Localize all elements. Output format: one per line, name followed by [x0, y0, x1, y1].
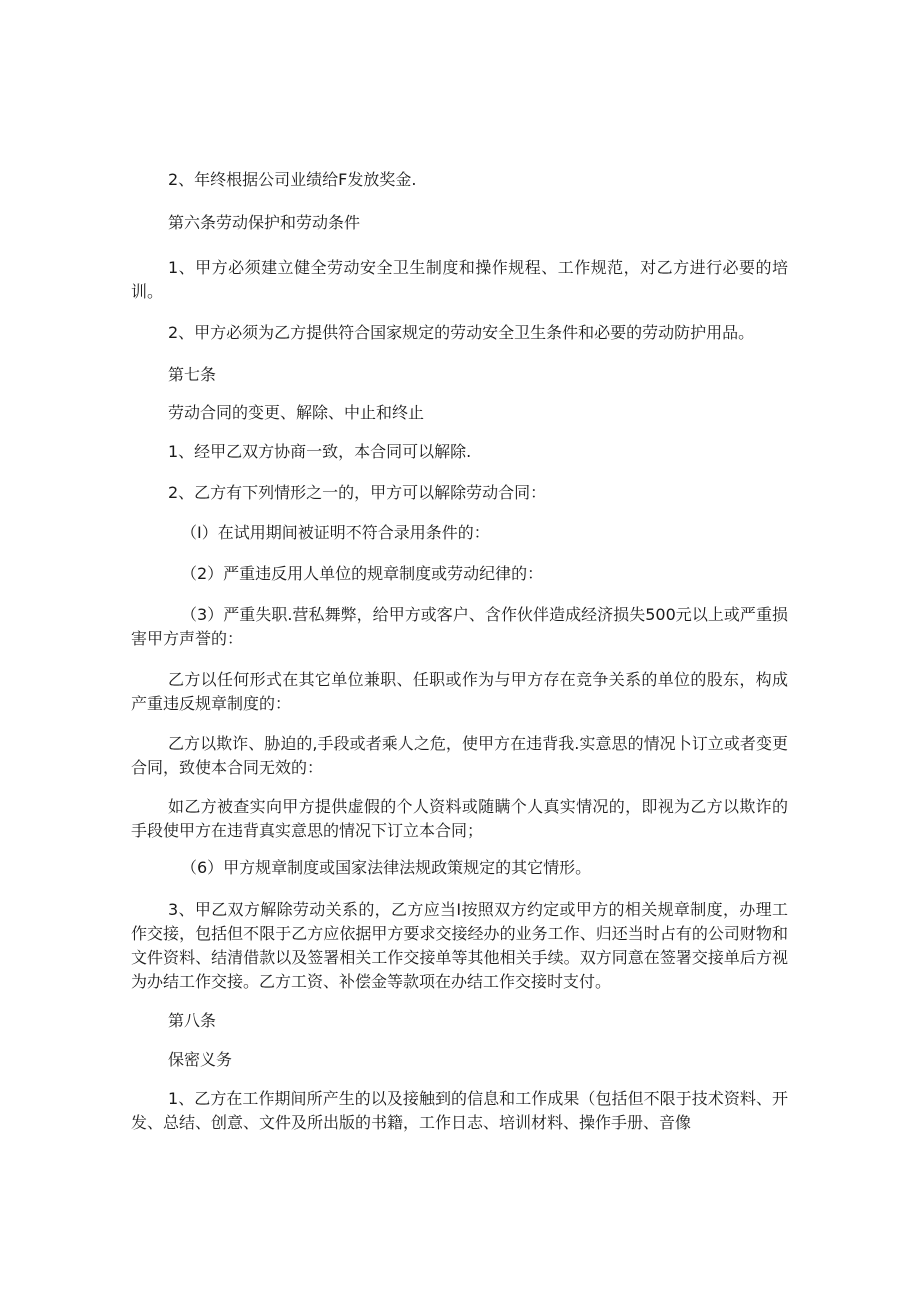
heading-article-8: 第八条	[168, 1011, 217, 1030]
paragraph-termination-conditions: 2、乙方有下列情形之一的，甲方可以解除劳动合同：	[168, 483, 547, 502]
paragraph-item-2: （2）严重违反用人单位的规章制度或劳动纪律的：	[181, 564, 544, 583]
heading-article-6: 第六条劳动保护和劳动条件	[168, 213, 361, 232]
paragraph-item-false-info: 如乙方被查实向甲方提供虚假的个人资料或随瞒个人真实情况的，即视为乙方以欺诈的手段使甲方在违背真实意思的情况下订立本合同；	[131, 797, 788, 840]
heading-confidentiality: 保密义务	[168, 1050, 233, 1069]
paragraph-safety-training: 1、甲方必须建立健全劳动安全卫生制度和操作规程、工作规范，对乙方进行必要的培训。	[131, 258, 788, 301]
paragraph-item-3: （3）严重失职.营私舞弊，给甲方或客户、含作伙伴造成经济损失500元以上或严重损害甲方声誉的：	[131, 605, 788, 648]
heading-article-7: 第七条	[168, 365, 217, 384]
paragraph-bonus: 2、年终根据公司业绩给F发放奖金.	[168, 170, 417, 189]
paragraph-handover: 3、甲乙双方解除劳动关系的，乙方应当I按照双方约定或甲方的相关规章制度，办理工作交接，包括但不限于乙方应依据甲方要求交接经办的业务工作、归还当时占有的公司财物和文件资料、结清借款以及签署相关工作交接单等其他相关手续。双方同意在签署交接单后方视为办结工作交接。乙方工资、补偿金等款项在办结工作交接时支付。	[131, 900, 788, 991]
paragraph-item-4: 乙方以任何形式在其它单位兼职、任职或作为与甲方存在竞争关系的单位的股东，构成产重违反规章制度的：	[131, 670, 788, 713]
paragraph-mutual-termination: 1、经甲乙双方协商一致，本合同可以解除.	[168, 442, 472, 461]
paragraph-confidential-info: 1、乙方在工作期间所产生的以及接触到的信息和工作成果（包括但不限于技术资料、开发、总结、创意、文件及所出版的书籍，工作日志、培训材料、操作手册、音像	[131, 1089, 788, 1132]
paragraph-item-6: （6）甲方规章制度或国家法律法规政策规定的其它情形。	[181, 858, 592, 877]
paragraph-item-1: （I）在试用期间被证明不符合录用条件的：	[181, 523, 490, 542]
heading-contract-changes: 劳动合同的变更、解除、中止和终止	[168, 403, 425, 422]
paragraph-safety-conditions: 2、甲方必须为乙方提供符合国家规定的劳动安全卫生条件和必要的劳动防护用品。	[168, 323, 755, 342]
paragraph-item-5-fraud: 乙方以欺诈、胁迫的,手段或者乘人之危，使甲方在违背我.实意思的情况卜订立或者变更合同，致使本合同无效的：	[131, 734, 788, 777]
